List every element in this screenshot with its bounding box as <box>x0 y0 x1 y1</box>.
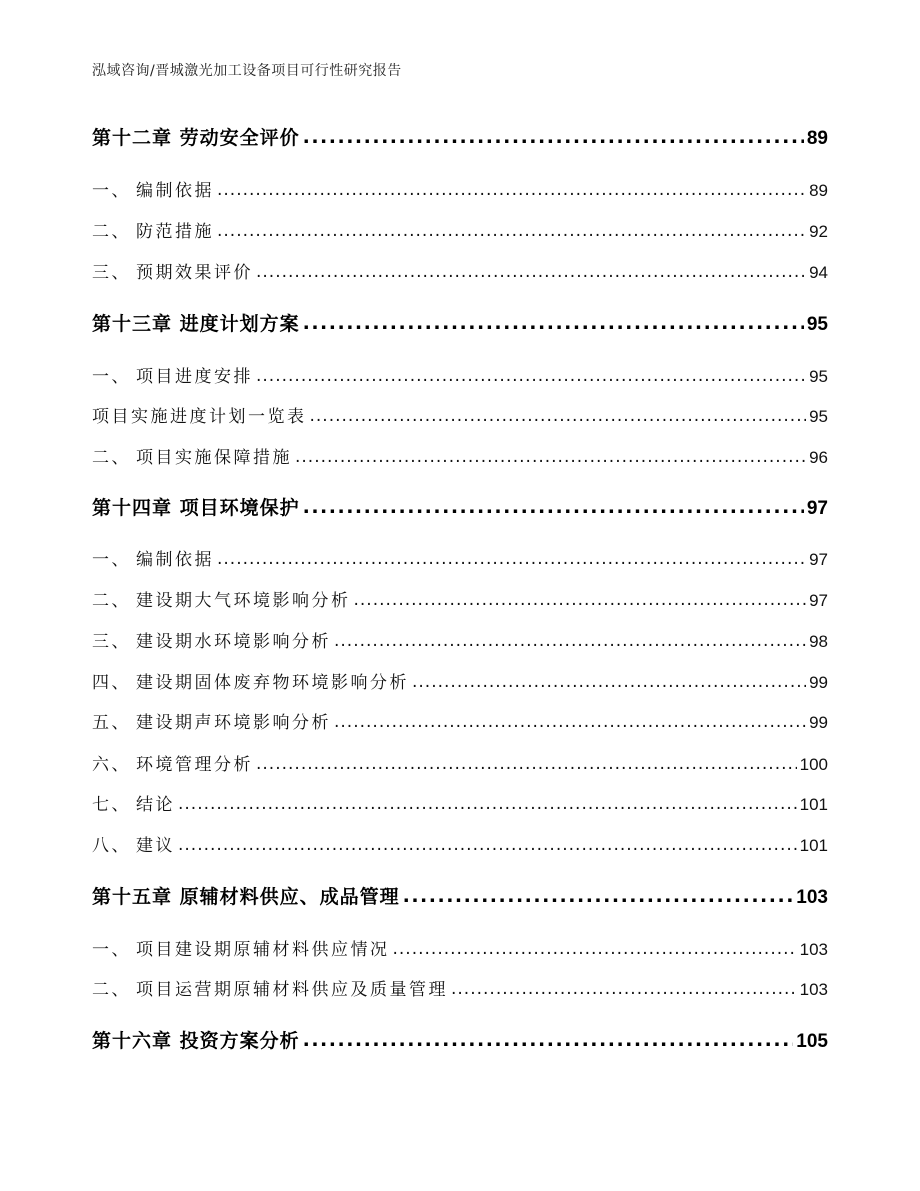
toc-entry-label: 结论 <box>136 795 175 815</box>
toc-page-number: 92 <box>809 222 828 241</box>
toc-section[interactable] <box>92 790 828 815</box>
toc-chapter-14[interactable] <box>92 493 828 520</box>
toc-section-prefix: 二、 <box>92 448 131 468</box>
toc-page-number: 97 <box>809 591 828 610</box>
toc-entry-label: 建设期声环境影响分析 <box>136 713 331 733</box>
toc-page-number: 99 <box>809 713 828 732</box>
dot-leader <box>393 939 797 959</box>
toc-chapter-13[interactable] <box>92 309 828 336</box>
toc-page-number: 96 <box>809 448 828 467</box>
toc-section[interactable] <box>92 258 828 283</box>
toc-section-prefix: 二、 <box>92 591 131 611</box>
toc-section-prefix: 六、 <box>92 755 131 775</box>
toc-entry-label: 第十四章 项目环境保护 <box>92 497 300 519</box>
toc-page-number: 97 <box>806 498 828 519</box>
toc-section-prefix: 三、 <box>92 263 131 283</box>
toc-entry-label: 预期效果评价 <box>136 263 253 283</box>
dot-leader <box>354 590 807 610</box>
toc-page-number: 103 <box>799 980 828 999</box>
toc-entry-label: 环境管理分析 <box>136 755 253 775</box>
toc-section-prefix: 一、 <box>92 181 131 201</box>
toc-section-prefix: 一、 <box>92 550 131 570</box>
running-header: 泓域咨询/晋城激光加工设备项目可行性研究报告 <box>92 63 402 79</box>
toc-entry-label: 项目进度安排 <box>136 367 253 387</box>
dot-leader <box>303 312 804 334</box>
toc-section[interactable] <box>92 545 828 570</box>
toc-entry-label: 第十五章 原辅材料供应、成品管理 <box>92 886 400 908</box>
toc-entry-label: 项目实施进度计划一览表 <box>92 407 307 427</box>
toc-page-number: 89 <box>806 128 828 149</box>
toc-section[interactable] <box>92 935 828 960</box>
toc-section[interactable] <box>92 362 828 387</box>
toc-section[interactable] <box>92 176 828 201</box>
toc-section-prefix: 五、 <box>92 713 131 733</box>
dot-leader <box>403 885 794 907</box>
toc-page-number: 98 <box>809 632 828 651</box>
toc-entry-label: 第十三章 进度计划方案 <box>92 313 300 335</box>
toc-section-prefix: 一、 <box>92 367 131 387</box>
dot-leader <box>303 126 804 148</box>
toc-section[interactable] <box>92 627 828 652</box>
toc-section[interactable] <box>92 586 828 611</box>
toc-section-prefix: 八、 <box>92 836 131 856</box>
dot-leader <box>334 712 806 732</box>
dot-leader <box>303 1029 794 1051</box>
toc-page-number: 100 <box>799 755 828 774</box>
toc-entry-label: 第十六章 投资方案分析 <box>92 1030 300 1052</box>
toc-section-prefix: 四、 <box>92 673 131 693</box>
dot-leader <box>178 794 797 814</box>
toc-table-entry[interactable] <box>92 402 828 427</box>
toc-entry-label: 编制依据 <box>136 181 214 201</box>
dot-leader <box>256 366 806 386</box>
toc-chapter-16[interactable] <box>92 1026 828 1053</box>
dot-leader <box>295 447 806 467</box>
toc-page-number: 95 <box>809 407 828 426</box>
toc-section[interactable] <box>92 975 828 1000</box>
dot-leader <box>178 835 797 855</box>
toc-page-number: 99 <box>809 673 828 692</box>
toc-page-number: 103 <box>796 887 828 908</box>
toc-section[interactable] <box>92 750 828 775</box>
toc-page-number: 103 <box>799 940 828 959</box>
toc-chapter-12[interactable] <box>92 123 828 150</box>
toc-entry-label: 第十二章 劳动安全评价 <box>92 127 300 149</box>
dot-leader <box>217 221 806 241</box>
toc-section[interactable] <box>92 831 828 856</box>
toc-page-number: 89 <box>809 181 828 200</box>
toc-section[interactable] <box>92 443 828 468</box>
toc-section[interactable] <box>92 668 828 693</box>
toc-section-prefix: 二、 <box>92 222 131 242</box>
toc-page-number: 101 <box>799 836 828 855</box>
toc-section-prefix: 三、 <box>92 632 131 652</box>
toc-entry-label: 建议 <box>136 836 175 856</box>
dot-leader <box>412 672 806 692</box>
toc-page-number: 95 <box>809 367 828 386</box>
dot-leader <box>217 549 806 569</box>
toc-section-prefix: 一、 <box>92 940 131 960</box>
toc-entry-label: 项目实施保障措施 <box>136 448 292 468</box>
toc-entry-label: 编制依据 <box>136 550 214 570</box>
toc-page-number: 95 <box>806 314 828 335</box>
dot-leader <box>310 406 807 426</box>
toc-chapter-15[interactable] <box>92 882 828 909</box>
dot-leader <box>334 631 806 651</box>
toc-entry-label: 建设期固体废弃物环境影响分析 <box>136 673 409 693</box>
toc-section[interactable] <box>92 217 828 242</box>
dot-leader <box>256 262 806 282</box>
toc-entry-label: 防范措施 <box>136 222 214 242</box>
dot-leader <box>256 754 797 774</box>
toc-page-number: 101 <box>799 795 828 814</box>
dot-leader <box>303 496 804 518</box>
toc-entry-label: 建设期水环境影响分析 <box>136 632 331 652</box>
toc-page-number: 94 <box>809 263 828 282</box>
toc-section[interactable] <box>92 708 828 733</box>
toc-entry-label: 项目建设期原辅材料供应情况 <box>136 940 390 960</box>
toc-entry-label: 项目运营期原辅材料供应及质量管理 <box>136 980 448 1000</box>
toc-page-number: 97 <box>809 550 828 569</box>
toc-section-prefix: 七、 <box>92 795 131 815</box>
toc-page-number: 105 <box>796 1031 828 1052</box>
dot-leader <box>451 979 797 999</box>
dot-leader <box>217 180 806 200</box>
toc-section-prefix: 二、 <box>92 980 131 1000</box>
toc-entry-label: 建设期大气环境影响分析 <box>136 591 351 611</box>
